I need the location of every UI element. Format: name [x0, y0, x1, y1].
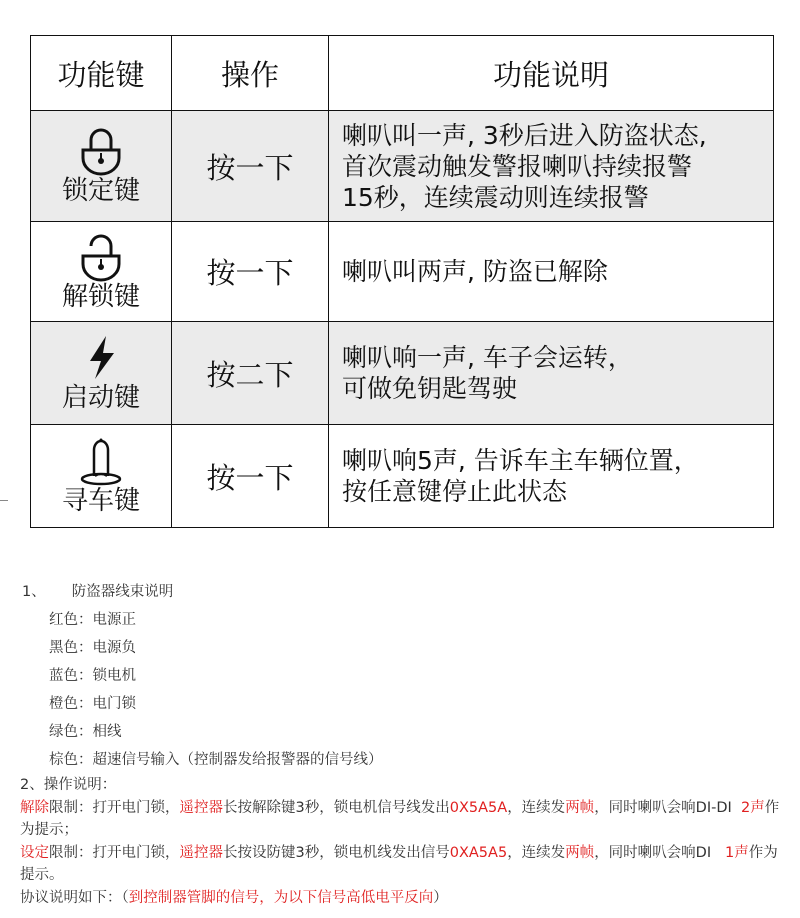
t: 叭会响DI [652, 844, 725, 861]
wire-item: 蓝色：锁电机 [49, 668, 136, 684]
t: 限制：打开电门锁， [49, 799, 180, 816]
wire-item: 绿色：相线 [49, 724, 122, 740]
t: ，连续发 [507, 844, 566, 861]
table-row [31, 222, 774, 322]
t: 设定 [20, 844, 49, 861]
lock-icon [76, 126, 126, 176]
key-cell [31, 222, 172, 322]
key-label: 寻车键 [61, 486, 140, 516]
t: 两帧 [565, 799, 595, 816]
header-action: 操作 [172, 36, 329, 111]
desc-line: 按任意键停止此状态 [342, 477, 568, 506]
table-row [31, 322, 774, 425]
t: 作为提示。 [20, 844, 778, 883]
desc-line: 喇叭叫两声, 防盗已解除 [342, 257, 608, 286]
wire-item: 棕色：超速信号输入（控制器发给报警器的信号线） [49, 752, 383, 768]
key-label: 锁定键 [61, 176, 140, 206]
section-number: 1、 [22, 584, 46, 600]
key-cell [31, 425, 172, 528]
desc-cell [329, 111, 774, 222]
desc-cell [329, 222, 774, 322]
unlock-icon [76, 232, 126, 282]
unlock-instruction [20, 797, 780, 842]
t: 两帧 [565, 844, 595, 861]
desc-line: 喇叭叫一声, 3秒后进入防盗状态, [342, 120, 707, 150]
section-title: 防盗器线束说明 [71, 584, 174, 600]
t: 长按设防键3秒，锁电机线发出信号 [223, 844, 450, 861]
bell-icon [76, 436, 126, 486]
header-key: 功能键 [31, 36, 172, 111]
lightning-icon [76, 333, 126, 383]
t: 作为提示； [20, 799, 780, 838]
t: 遥控器 [179, 844, 223, 861]
edge-mark [0, 500, 8, 501]
key-label: 启动键 [61, 383, 140, 413]
wire-item: 橙色：电门锁 [49, 696, 136, 712]
t: 叭会响DI-DI [652, 799, 742, 816]
header-desc: 功能说明 [329, 36, 774, 111]
desc-line: 喇叭响5声, 告诉车主车辆位置， [342, 446, 699, 475]
action-cell: 按一下 [172, 111, 329, 222]
key-label: 解锁键 [61, 281, 140, 312]
desc-line: 喇叭响一声, 车子会运转， [342, 343, 633, 372]
function-key-table [30, 35, 774, 528]
action-cell: 按一下 [172, 222, 329, 322]
action-cell: 按二下 [172, 322, 329, 425]
wire-item: 黑色：电源负 [49, 640, 136, 656]
t: 2声 [741, 799, 765, 816]
key-cell [31, 322, 172, 425]
desc-cell [329, 322, 774, 425]
wiring-notes [22, 578, 780, 909]
t: 解除 [20, 799, 49, 816]
table-row [31, 425, 774, 528]
action-cell: 按一下 [172, 425, 329, 528]
protocol-note [20, 887, 780, 910]
t: 0X5A5A [449, 799, 508, 816]
t: 到控制器管脚的信号，为以下信号高低电平反向 [128, 889, 434, 906]
desc-line: 首次震动触发警报喇叭持续报警 [342, 151, 693, 181]
t: 遥控器 [179, 799, 223, 816]
desc-line: 15秒，连续震动则连续报警 [342, 182, 649, 212]
table-header [31, 36, 774, 111]
t: ，连续发 [507, 799, 566, 816]
desc-line: 可做免钥匙驾驶 [342, 374, 518, 403]
lock-instruction [20, 842, 780, 887]
t: ） [433, 889, 448, 906]
t: 0XA5A5 [449, 844, 508, 861]
t: 协议说明如下：（ [20, 889, 129, 906]
key-cell [31, 111, 172, 222]
t: 长按解除键3秒，锁电机信号线发出 [223, 799, 450, 816]
table-row [31, 111, 774, 222]
wire-item: 红色：电源正 [49, 612, 136, 628]
desc-cell [329, 425, 774, 528]
t: ，同时喇 [594, 844, 653, 861]
t: 1声 [724, 844, 749, 861]
t: ，同时喇 [594, 799, 653, 816]
section2-heading: 2、操作说明： [20, 777, 117, 793]
section1-heading [22, 578, 780, 606]
t: 限制：打开电门锁， [49, 844, 180, 861]
